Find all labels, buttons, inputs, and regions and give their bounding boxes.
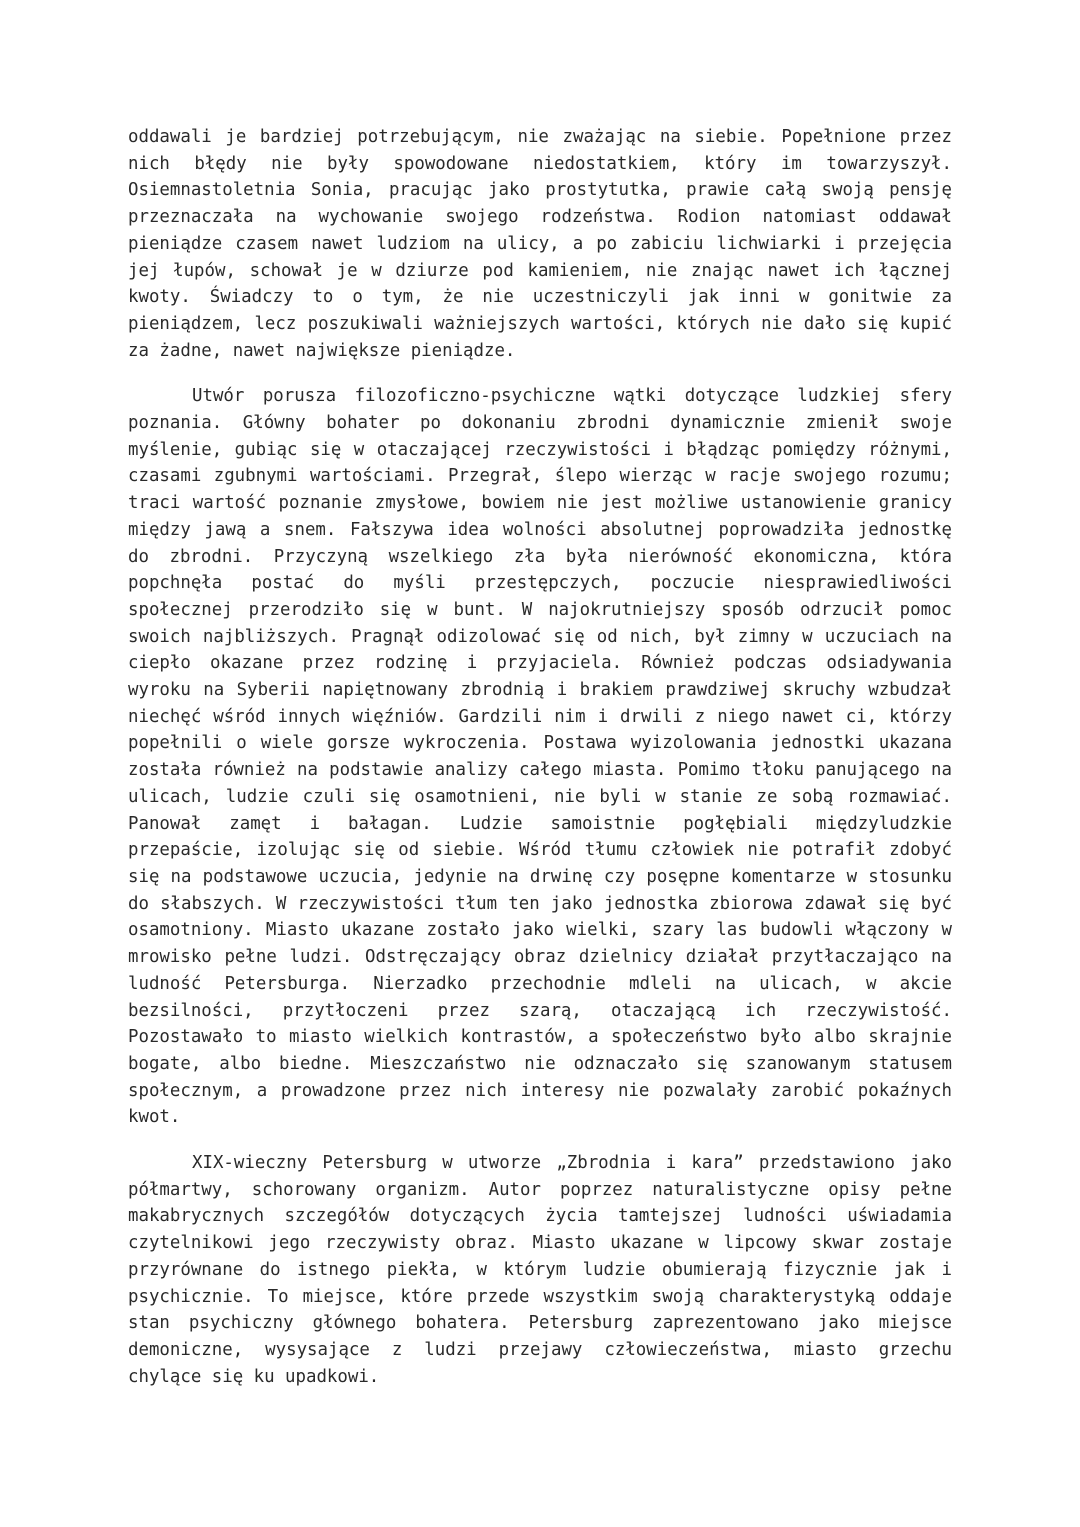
document-page — [128, 124, 952, 1390]
paragraph-petersburg-description: XIX-wieczny Petersburg w utworze „Zbrodnia i kara” przedstawiono jako półmartwy, schorowany organizm. Autor poprzez naturalistyczne opisy pełne makabrycznych szczegółów dotyczących życia tamtejszej ludności uświadamia czytelnikowi jego rzeczywisty obraz. Miasto ukazane w lipcowy skwar zostaje przyrównane do istnego piekła, w którym ludzie obumierają fizycznie jak i psychicznie. To miejsce, które przede wszystkim swoją charakterystyką oddaje stan psychiczny głównego bohatera. Petersburg zaprezentowano jako miejsce demoniczne, wysysające z ludzi przejawy człowieczeństwa, miasto grzechu chylące się ku upadkowi. — [128, 1153, 952, 1387]
paragraph-continuation: oddawali je bardziej potrzebującym, nie zważając na siebie. Popełnione przez nich błędy nie były spowodowane niedostatkiem, który im towarzyszył. Osiemnastoletnia Sonia, pracując jako prostytutka, prawie całą swoją pensję przeznaczała na wychowanie swojego rodzeństwa. Rodion natomiast oddawał pieniądze czasem nawet ludziom na ulicy, a po zabiciu lichwiarki i przejęcia jej łupów, schował je w dziurze pod kamieniem, nie znając nawet ich łącznej kwoty. Świadczy to o tym, że nie uczestniczyli jak inni w gonitwie za pieniądzem, lecz poszukiwali ważniejszych wartości, których nie dało się kupić za żadne, nawet największe pieniądze. — [128, 127, 952, 361]
paragraph-philosophical-themes: Utwór porusza filozoficzno-psychiczne wątki dotyczące ludzkiej sfery poznania. Główny bohater po dokonaniu zbrodni dynamicznie zmienił swoje myślenie, gubiąc się w otaczającej rzeczywistości i błądząc pomiędzy różnymi, czasami zgubnymi wartościami. Przegrał, ślepo wierząc w racje swojego rozumu; traci wartość poznanie zmysłowe, bowiem nie jest możliwe ustanowienie granicy między jawą a snem. Fałszywa idea wolności absolutnej poprowadziła jednostkę do zbrodni. Przyczyną wszelkiego zła była nierówność ekonomiczna, która popchnęła postać do myśli przestępczych, poczucie niesprawiedliwości społecznej przerodziło się w bunt. W najokrutniejszy sposób odrzucił pomoc swoich najbliższych. Pragnął odizolować się od nich, był zimny w uczuciach na ciepło okazane przez rodzinę i przyjaciela. Również podczas odsiadywania wyroku na Syberii napiętnowany zbrodnią i brakiem prawdziwej skruchy wzbudzał niechęć wśród innych więźniów. Gardzili nim i drwili z niego nawet ci, którzy popełnili o wiele gorsze wykroczenia. Postawa wyizolowania jednostki ukazana została również na podstawie analizy całego miasta. Pomimo tłoku panującego na ulicach, ludzie czuli się osamotnieni, nie byli w stanie ze sobą rozmawiać. Panował zamęt i bałagan. Ludzie samoistnie pogłębiali międzyludzkie przepaście, izolując się od siebie. Wśród tłumu człowiek nie potrafił zdobyć się na podstawowe uczucia, jedynie na drwinę czy posępne komentarze w stosunku do słabszych. W rzeczywistości tłum ten jako jednostka zbiorowa zdawał się być osamotniony. Miasto ukazane zostało jako wielki, szary las budowli włączony w mrowisko pełne ludzi. Odstręczający obraz dzielnicy działał przytłaczająco na ludność Petersburga. Nierzadko przechodnie mdleli na ulicach, w akcie bezsilności, przytłoczeni przez szarą, otaczającą ich rzeczywistość. Pozostawało to miasto wielkich kontrastów, a społeczeństwo było albo skrajnie bogate, albo biedne. Mieszczaństwo nie odznaczało się szanowanym statusem społecznym, a prowadzone przez nich interesy nie pozwalały zarobić pokaźnych kwot. — [128, 386, 952, 1128]
